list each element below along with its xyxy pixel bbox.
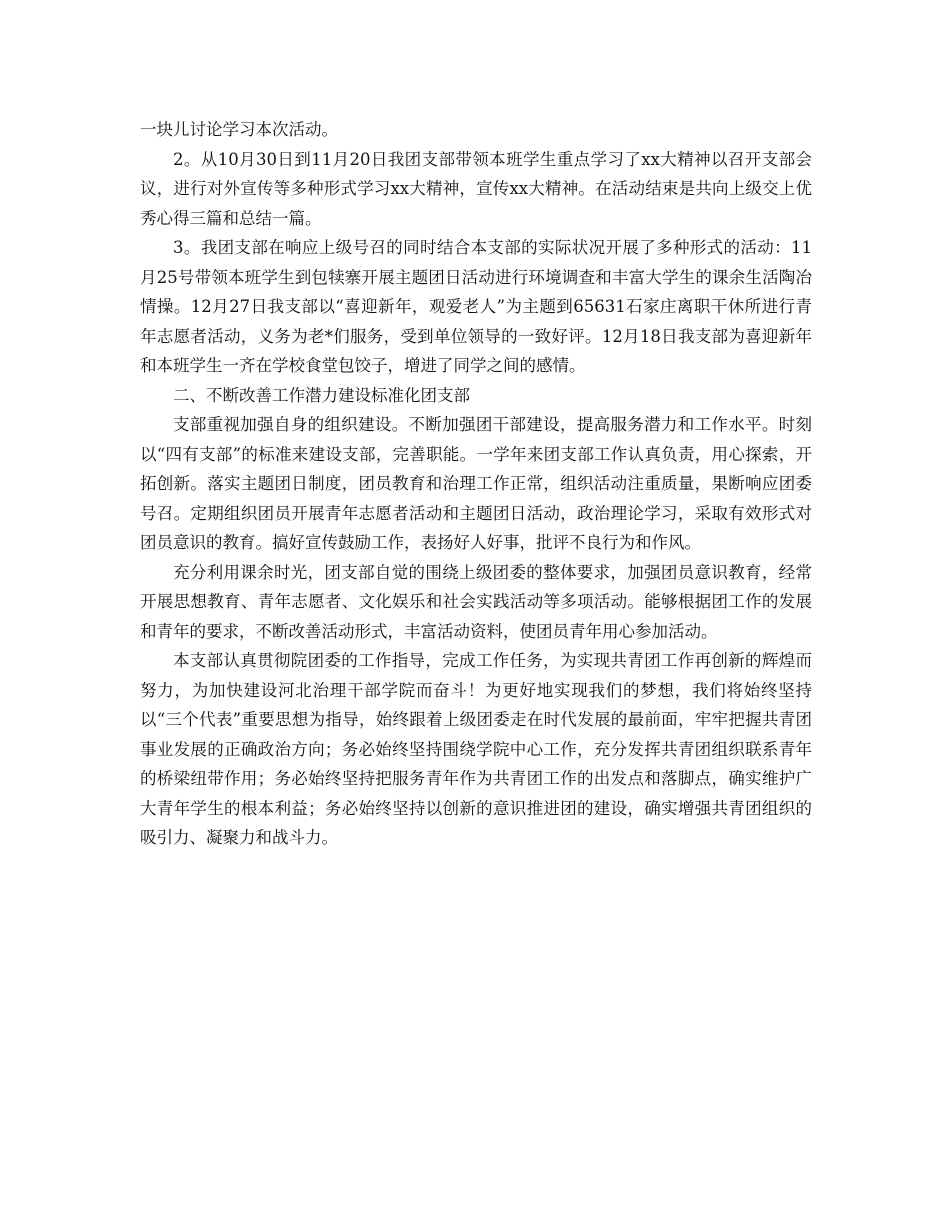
- paragraph-item-3: 3。我团支部在响应上级号召的同时结合本支部的实际状况开展了多种形式的活动：11月25号带领本班学生到包犊寨开展主题团日活动进行环境调查和丰富大学生的课余生活陶冶情操。12月27日我支部以“喜迎新年，观爱老人”为主题到65631石家庄离职干休所进行青年志愿者活动，义务为老*们服务，受到单位领导的一致好评。12月18日我支部为喜迎新年和本班学生一齐在学校食堂包饺子，增进了同学之间的感情。: [140, 238, 812, 375]
- document-body: [140, 115, 812, 853]
- paragraph-activities: 充分利用课余时光，团支部自觉的围绕上级团委的整体要求，加强团员意识教育，经常开展思想教育、青年志愿者、文化娱乐和社会实践活动等多项活动。能够根据团工作的发展和青年的要求，不断改善活动形式，丰富活动资料，使团员青年用心参加活动。: [140, 562, 812, 641]
- paragraph-organization: 支部重视加强自身的组织建设。不断加强团干部建设，提高服务潜力和工作水平。时刻以“四有支部”的标准来建设支部，完善职能。一学年来团支部工作认真负责，用心探索，开拓创新。落实主题团日制度，团员教育和治理工作正常，组织活动注重质量，果断响应团委号召。定期组织团员开展青年志愿者活动和主题团日活动，政治理论学习，采取有效形式对团员意识的教育。搞好宣传鼓励工作，表扬好人好事，批评不良行为和作风。: [140, 415, 812, 552]
- paragraph-conclusion: 本支部认真贯彻院团委的工作指导，完成工作任务，为实现共青团工作再创新的辉煌而努力，为加快建设河北治理干部学院而奋斗！为更好地实现我们的梦想，我们将始终坚持以“三个代表”重要思想为指导，始终跟着上级团委走在时代发展的最前面，牢牢把握共青团事业发展的正确政治方向；务必始终坚持围绕学院中心工作，充分发挥共青团组织联系青年的桥梁纽带作用；务必始终坚持把服务青年作为共青团工作的出发点和落脚点，确实维护广大青年学生的根本利益；务必始终坚持以创新的意识推进团的建设，确实增强共青团组织的吸引力、凝聚力和战斗力。: [140, 651, 812, 847]
- paragraph-item-2: 2。从10月30日到11月20日我团支部带领本班学生重点学习了xx大精神以召开支部会议，进行对外宣传等多种形式学习xx大精神，宣传xx大精神。在活动结束是共向上级交上优秀心得三篇和总结一篇。: [140, 149, 812, 228]
- paragraph-continuation: 一块儿讨论学习本次活动。: [140, 120, 338, 139]
- section-heading: 二、不断改善工作潜力建设标准化团支部: [173, 385, 470, 405]
